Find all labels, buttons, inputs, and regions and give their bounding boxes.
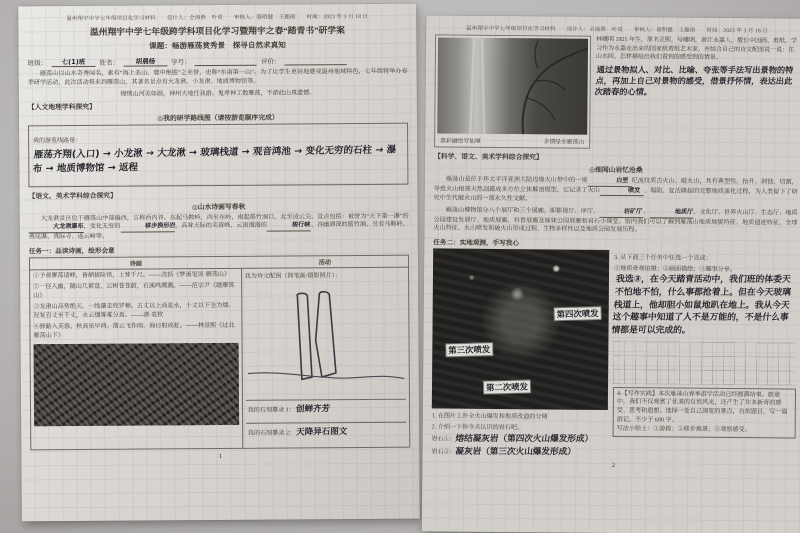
artist-block <box>434 34 799 150</box>
page-number-1: 1 <box>218 452 223 460</box>
topic-line <box>27 39 407 53</box>
route-heading: ◎我的研学路线图（请按游览顺序完成） <box>157 114 279 123</box>
class-value: 七(1)班 <box>51 56 95 67</box>
museum-blank-2: 地质厅 <box>649 208 693 218</box>
geology-paragraph <box>434 175 798 206</box>
eval-label: 评价： <box>260 58 281 66</box>
document-title: 温州翔宇中学七年级跨学科项目化学习暨翔宇之春“踏青书”研学案 <box>89 25 345 37</box>
route-label: 我的游览线路是： <box>33 138 82 145</box>
writing-practice-box <box>613 387 796 439</box>
question-3-handwritten-answer: 我选③，在今天踏青活动中，我们班的体委天不怕地不怕，什么事都抢着上。但在今天玻璃栈道上，他却胆小如鼠地趴在地上。我从今天这个趣事中知道了人不是万能的，不是什么事情都是可以完成的。 <box>610 274 792 336</box>
route-answer-box <box>28 123 408 187</box>
table-header-activity: 活动 <box>242 255 408 268</box>
waterfall-ink-painting <box>437 37 588 134</box>
poem-4: ④驿路入芙蓉，秋高见早鸿。落云飞作雨，海日射成虹。——林景熙《过北雁荡山下》 <box>33 323 235 340</box>
eruption-label-3: 第三次喷发 <box>446 343 492 356</box>
section-geography: 【人文地理学科探究】 <box>27 104 96 112</box>
caption-left: 墨彩融绘写仙境 <box>440 138 481 145</box>
activity-cell <box>242 267 410 447</box>
student-peak-sketch <box>245 278 406 400</box>
worksheet-page-1 <box>18 4 420 522</box>
eruption-label-4: 第四次喷发 <box>555 307 601 320</box>
rock-1-label: 岩石①： <box>431 436 456 443</box>
peak-sketch-drawing <box>245 278 406 399</box>
rubbing-2-handwriting: 天降异石图文 <box>296 426 348 438</box>
question-2: 2. 介绍一下你今天认识的岩石吧。 <box>431 424 524 432</box>
rock-2-label: 岩石②： <box>431 449 456 456</box>
tree-branches-drawing <box>437 37 588 134</box>
question-3-options: ①地质奇观拍摄；②画面描绘；③趣事分享。 <box>614 265 736 273</box>
student-no-label: 学号： <box>171 59 191 67</box>
geo-text-3: 、塌陷、复活隆起的完整地质演化过程，为人类留下了研究中生代破火山的一部永久性文献。 <box>433 187 798 203</box>
rubbing-1-row <box>246 400 406 424</box>
name-label: 姓名： <box>99 59 120 67</box>
fill-blank-2: 移步换形岩 <box>120 223 175 233</box>
rubbing-1-label: 我的石刻摹录 1： <box>247 407 295 414</box>
painting-caption <box>437 133 587 145</box>
bio-handwritten-answer: 通过景物拟人、对比、比喻、夸张等手法写出景物的特点，再加上自己对景物的感受，借景抒怀情，表达出此次踏春的心情。 <box>594 64 794 97</box>
rubbing-1-handwriting: 创蝉齐芳 <box>296 404 331 415</box>
question-1: 1. 在图片上补全火山爆发和地质改造的分期 <box>431 413 548 421</box>
poem-2: ②一径入幽，随山几萦盘，云树苍苍蔚，石溪鸣溅溅。——范宗尹《题雁荡山》 <box>33 283 235 300</box>
writing-tips: 写法小贴士：①游踪；②移步换景；③观察感受。 <box>616 425 751 434</box>
poem-1: ①予观雁荡诸峰，皆峭拔险怪，上耸千尺。——沈括《梦溪笔谈·雁荡山》 <box>33 271 231 280</box>
museum-paragraph <box>433 206 797 236</box>
eval-blank <box>285 64 347 65</box>
longjiu-text-3: ，高耸天际的芙蓉峰、云雨漫漫的 <box>175 223 267 230</box>
geo-blank-2: 喷发 <box>600 187 644 197</box>
poem-3: ③龙湫山高势绝天，一线瀑走兜罗棉。五丈以上尚是水，十丈以下全为烟。况复百丈至千丈，水云烟雾难分焉。——清·袁枚 <box>33 303 235 320</box>
poem-heading: ◎山水诗画写春秋 <box>191 203 246 211</box>
worksheet-page-2 <box>422 15 800 533</box>
poems-activity-table <box>29 254 410 450</box>
geo-blank-1: 白垩 <box>588 177 632 187</box>
museum-blank-1: 岩矿厅 <box>599 208 643 218</box>
task1-heading: 任务一：品读诗画，绘形会意 <box>28 247 115 256</box>
longjiu-text-1: 大龙湫景区位于雁荡山中部偏西，古称西内谷。东起马鞍岭，西至东岭，南起筋竹洞口，北至凌云尖。景点包括：被誉为“天下第一瀑”的 <box>40 213 409 223</box>
fill-blank-3: 梭行峡 <box>267 222 311 232</box>
document-header-line: 温州翔宇中学七年级项目化学习材料 设计人：全海燕 叶双 审核人：聂明健 王趣雨 时间：2023 年 3 月 18 日 <box>66 13 369 23</box>
verse-line: 锦绣山河美如画，神州大地任我游。鬼斧神工数雁荡，不游此山真遗憾。 <box>120 90 316 98</box>
ink-painting-frame <box>434 34 591 148</box>
museum-separator: 、 <box>643 209 650 216</box>
question-3: 3. 从下面三个任务中任选一个完成： <box>614 254 712 262</box>
rubbing-2-row <box>246 423 406 446</box>
rock-1-handwriting: 熔结凝灰岩（第四次火山爆发形成） <box>455 433 594 445</box>
caption-right: 多情绿水雁荡山 <box>543 139 585 146</box>
mountain-rock-photo <box>34 343 239 426</box>
rock-heading: ◎细闻山岩忆沧桑 <box>589 166 643 175</box>
question-4: 4.【写作实践】本次雁荡山春季游学活动已经圆满结束。旅途中，我们不仅观赏了优美的自然风光，还产生了许多新奇的感受、思考和遐想。选择一处自己浏览的景点，自拟题目，写一篇游记，不少于 600 字。 <box>616 390 788 424</box>
museum-text-2: 、文化厅、世界火山厅、生态厅、地质公园建设发展厅、地质展廊、科普展廊及姊妹公园展廊和岩石小课堂。馆内我们可以了解到雁荡山地质地貌特征、地质遗迹特征、全球火山特征、火山喷发和破火山形成过程、生物多样性以及地质公园发展历程。 <box>433 209 798 234</box>
eruption-label-2: 第二次喷发 <box>484 380 530 393</box>
student-no-blank <box>195 65 257 66</box>
class-label: 班级： <box>27 60 48 68</box>
table-header-poems: 诗画 <box>30 257 242 270</box>
fill-blank-1: 大龙湫瀑布 <box>29 223 84 233</box>
task2-heading: 任务二：实地观测，手写我心 <box>433 239 520 248</box>
eruption-photo-column <box>431 248 609 458</box>
topic-label: 课题： <box>149 41 172 51</box>
writing-grid-rows <box>613 340 796 386</box>
rock-2-line <box>431 444 607 458</box>
intro-paragraph: 雁荡山以山水奇秀闻名，素有“海上名山、寰中绝胜”之美誉，史称“东南第一山”。为了让学生更好地感受温州地域特色，七年级特举办春季研学活动，此次活动将来到雁荡山，其著名景点有大龙湫、小龙湫、地质博物馆等。 <box>27 68 408 86</box>
topic-value: 畅游雁荡赏秀景 探寻自然求真知 <box>171 40 286 51</box>
page-number-2: 2 <box>611 461 615 469</box>
artist-bio-block <box>595 36 799 151</box>
activity-label: 我为诗文配图（简笔画/摄影照片）： <box>244 272 341 280</box>
museum-text-1: 雁荡山博物馆分八个展厅和三个展廊，即影视厅、序厅、 <box>445 207 600 215</box>
task-choice-column <box>612 250 797 460</box>
longjiu-paragraph <box>29 212 409 242</box>
section-chinese-art: 【语文、美术学科综合探究】 <box>28 192 117 201</box>
poems-cell <box>30 269 243 450</box>
rock-1-line <box>432 431 608 445</box>
student-info-line <box>28 54 408 68</box>
document-header-line: 温州翔宇中学七年级项目化学习材料 设计人：全海燕 叶双 审核人：聂明健 王趣雨 时间：2023 年 3 月 18 日 <box>466 25 769 35</box>
rubbing-2-label: 我的石刻摹录 2： <box>247 430 296 437</box>
route-handwritten-answer: 雁荡齐翔(入口) → 小龙湫 → 大龙湫 → 玻璃栈道 → 观音鸿池 → 变化无穷的石柱 → 瀑布 → 地质博物馆 → 返程 <box>32 144 397 176</box>
longjiu-text-2: ，变化无穷的 <box>83 224 121 231</box>
longjiu-text-4: 、谷幽潭深的筋竹涧。另有马鞍岭、燕尾瀑、真际寺、连云嶂等。 <box>28 222 409 241</box>
artist-bio-text: 林曦明 1925 年生，原名正熙，号曦明，浙江永嘉人，擅长中国画、剪纸。学习作为永嘉走出来的国家级剪纸艺术家，并结合自己的诗文配图说一说：在山水间，怎样描绘出我们看到的感受到的情景。 <box>595 36 798 62</box>
museum-exhibit-photo <box>432 248 609 410</box>
rock-2-handwriting: 凝灰岩（第三次火山爆发形成） <box>455 446 577 458</box>
geo-text-1: 雁荡山是位于环太平洋亚洲大陆边缘火山带中的一座 <box>445 176 588 184</box>
name-value: 胡晨杨 <box>123 55 167 66</box>
section-science: 【科学、语文、美术学科综合探究】 <box>433 153 543 162</box>
observation-block <box>431 248 797 459</box>
geo-text-2: 纪流纹质古火山、破火山，具有典型性。抬升、剥蚀、切割，导致火山根部天然剖露成多方位立体解剖模型，它记录了火山 <box>433 178 798 194</box>
